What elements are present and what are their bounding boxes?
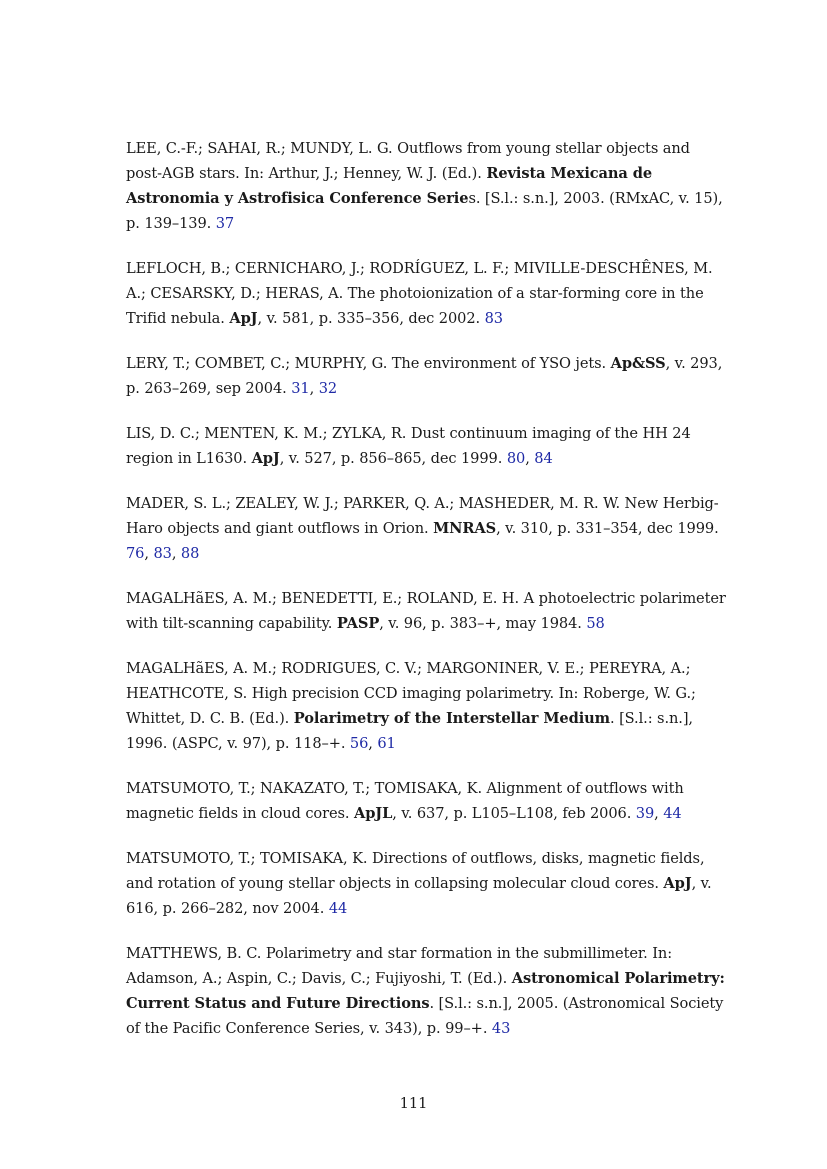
- reference-text: MADER, S. L.; ZEALEY, W. J.; PARKER, Q. A.; MASHEDER, M. R. W. New Herbig-Haro objects and giant outflows in Orion.: [126, 495, 719, 537]
- page-link[interactable]: 83: [484, 310, 503, 327]
- reference-text: MAGALHãES, A. M.; RODRIGUES, C. V.; MARGONINER, V. E.; PEREYRA, A.; HEATHCOTE, S. High precision CCD imaging polarimetry. In: Roberge, W. G.; Whittet, D. C. B. (Ed.).: [126, 660, 696, 727]
- reference-entry: MATSUMOTO, T.; NAKAZATO, T.; TOMISAKA, K. Alignment of outflows with magnetic fields in cloud cores. ApJL, v. 637, p. L105–L108, feb 2006. 39, 44: [126, 780, 684, 822]
- reference-text: MATTHEWS, B. C. Polarimetry and star formation in the submillimeter. In: Adamson, A.; Aspin, C.; Davis, C.; Fujiyoshi, T. (Ed.).: [126, 945, 673, 987]
- reference-details: , v. 637, p. L105–L108, feb 2006.: [392, 805, 636, 822]
- reference-entry: [126, 586, 726, 636]
- reference-venue: Ap&SS: [610, 355, 666, 372]
- reference-venue: Revista Mexicana de Astronomia y Astrofisica Conference Serie: [126, 165, 653, 207]
- page-link[interactable]: 76: [126, 545, 145, 562]
- page-link[interactable]: 32: [318, 380, 338, 397]
- page-link[interactable]: 56: [349, 735, 369, 752]
- reference-text: MAGALHãES, A. M.; BENEDETTI, E.; ROLAND, E. H. A photoelectric polarimeter with tilt-scanning capability.: [126, 590, 726, 632]
- page-link[interactable]: 44: [328, 900, 348, 917]
- page-number: 111: [399, 1095, 428, 1112]
- page-link[interactable]: 84: [534, 450, 553, 467]
- reference-list: [126, 136, 726, 1061]
- reference-venue: ApJ: [251, 450, 280, 467]
- reference-details: s. [S.l.: s.n.], 2003. (RMxAC, v. 15), p. 139–139.: [126, 190, 723, 232]
- reference-details: , v. 616, p. 266–282, nov 2004.: [126, 875, 712, 917]
- reference-text: LEE, C.-F.; SAHAI, R.; MUNDY, L. G. Outflows from young stellar objects and post-AGB stars. In: Arthur, J.; Henney, W. J. (Ed.).: [126, 140, 690, 182]
- page-link[interactable]: 37: [215, 215, 235, 232]
- reference-entry: [126, 256, 726, 331]
- reference-text: LIS, D. C.; MENTEN, K. M.; ZYLKA, R. Dust continuum imaging of the HH 24 region in L1630.: [126, 425, 691, 467]
- page-link[interactable]: 31: [291, 380, 310, 397]
- reference-venue: ApJ: [229, 310, 258, 327]
- reference-details: , v. 293, p. 263–269, sep 2004.: [126, 355, 723, 397]
- reference-details: , v. 581, p. 335–356, dec 2002.: [257, 310, 485, 327]
- page-link[interactable]: 88: [180, 545, 200, 562]
- page-link[interactable]: 83: [153, 545, 172, 562]
- reference-details: . [S.l.: s.n.], 1996. (ASPC, v. 97), p. 118–+.: [126, 710, 693, 752]
- page-link[interactable]: 58: [586, 615, 605, 632]
- reference-entry: [126, 846, 726, 921]
- page-link[interactable]: 80: [506, 450, 526, 467]
- reference-venue: ApJL: [353, 805, 393, 822]
- reference-entry: [126, 941, 726, 1041]
- page-link[interactable]: 43: [491, 1020, 511, 1037]
- reference-entry: [126, 136, 726, 236]
- page-link[interactable]: 39: [635, 805, 655, 822]
- reference-details: , v. 527, p. 856–865, dec 1999.: [279, 450, 507, 467]
- page-link[interactable]: 44: [663, 805, 682, 822]
- reference-text: MATSUMOTO, T.; NAKAZATO, T.; TOMISAKA, K. Alignment of outflows with magnetic fields in cloud cores.: [126, 780, 684, 822]
- reference-details: , v. 96, p. 383–+, may 1984.: [379, 615, 587, 632]
- reference-venue: Astronomical Polarimetry: Current Status and Future Directions: [126, 970, 725, 1012]
- reference-venue: MNRAS: [433, 520, 497, 537]
- reference-details: . [S.l.: s.n.], 2005. (Astronomical Society of the Pacific Conference Series, v. 343), p. 99–+.: [126, 995, 724, 1037]
- page-link[interactable]: 61: [377, 735, 396, 752]
- reference-venue: ApJ: [663, 875, 692, 892]
- reference-entry: LERY, T.; COMBET, C.; MURPHY, G. The environment of YSO jets. Ap&SS, v. 293, p. 263–269, sep 2004. 31, 32: [126, 355, 723, 397]
- reference-text: MATSUMOTO, T.; TOMISAKA, K. Directions of outflows, disks, magnetic fields, and rotation of young stellar objects in collapsing molecular cloud cores.: [126, 850, 705, 892]
- reference-venue: PASP: [336, 615, 380, 632]
- reference-entry: MAGALHãES, A. M.; RODRIGUES, C. V.; MARGONINER, V. E.; PEREYRA, A.; HEATHCOTE, S. High precision CCD imaging polarimetry. In: Roberge, W. G.; Whittet, D. C. B. (Ed.). Polarimetry of the Interstellar Medium. [S.l.: s.n.], 1996. (ASPC, v. 97), p. 118–+. 56, 61: [126, 660, 696, 752]
- reference-entry: LIS, D. C.; MENTEN, K. M.; ZYLKA, R. Dust continuum imaging of the HH 24 region in L1630. ApJ, v. 527, p. 856–865, dec 1999. 80, 84: [126, 425, 691, 467]
- reference-entry: MADER, S. L.; ZEALEY, W. J.; PARKER, Q. A.; MASHEDER, M. R. W. New Herbig-Haro objects and giant outflows in Orion. MNRAS, v. 310, p. 331–354, dec 1999. 76, 83, 88: [126, 495, 719, 562]
- reference-venue: Polarimetry of the Interstellar Medium: [293, 710, 610, 727]
- reference-text: LEFLOCH, B.; CERNICHARO, J.; RODRÍGUEZ, L. F.; MIVILLE-DESCHÊNES, M. A.; CESARSKY, D.; HERAS, A. The photoionization of a star-forming core in the Trifid nebula.: [126, 260, 713, 327]
- reference-text: LERY, T.; COMBET, C.; MURPHY, G. The environment of YSO jets.: [126, 355, 611, 372]
- reference-details: , v. 310, p. 331–354, dec 1999.: [496, 520, 719, 537]
